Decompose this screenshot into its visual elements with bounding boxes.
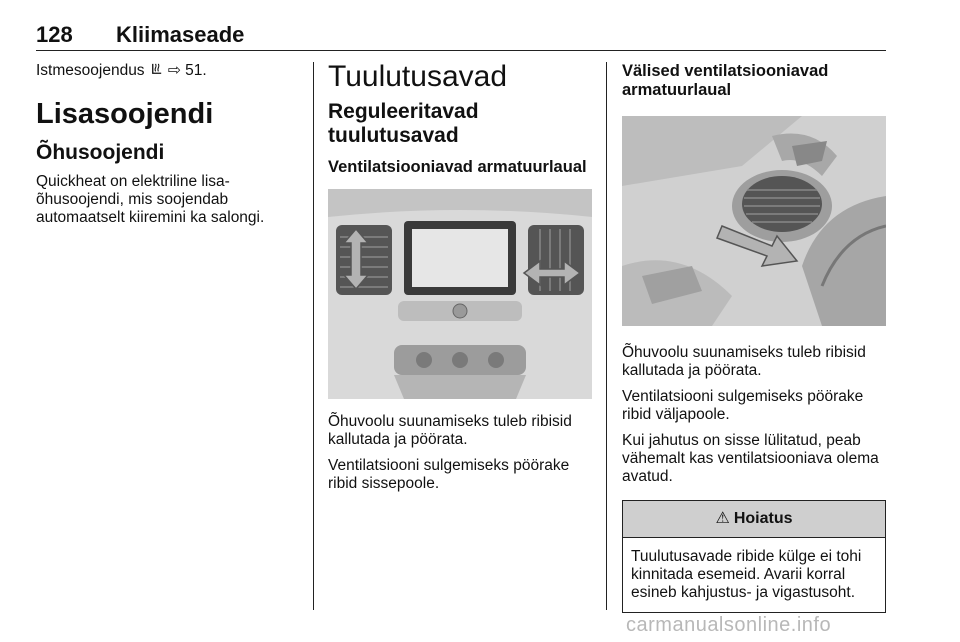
paragraph-quickheat: Quickheat on elektriline lisa- õhusoojendi, mis soojendab automaatselt kiiremini ka salongi. <box>36 173 265 226</box>
page-number: 128 <box>36 22 73 47</box>
warning-title: Hoiatus <box>733 510 793 527</box>
column-2 <box>328 62 592 493</box>
page-header <box>36 22 886 48</box>
heading-lisasoojendi: Lisasoojendi <box>36 98 214 130</box>
dashboard-center-vents-image <box>328 189 592 399</box>
column-3 <box>622 62 886 613</box>
warning-icon: ⚠ <box>715 510 730 527</box>
seat-heater-icon <box>149 62 164 77</box>
column-divider-1 <box>313 62 314 610</box>
column-1 <box>36 62 298 227</box>
seat-heater-reference: Istmesoojendus ⇨ 51. <box>36 62 207 79</box>
heading-valised-ventilatsiooniavad: Välised ventilatsiooniavad armatuurlaual <box>622 62 829 99</box>
subheading-ohusoojendi: Õhusoojendi <box>36 141 165 164</box>
paragraph-tilt-louvers-side: Õhuvoolu suunamiseks tuleb ribisid kallutada ja pöörata. <box>622 344 866 379</box>
warning-header <box>623 501 885 538</box>
warning-box <box>622 500 886 613</box>
header-rule <box>36 50 886 51</box>
paragraph-close-inward: Ventilatsiooni sulgemiseks pöörake ribid sissepoole. <box>328 457 570 492</box>
side-vent-image <box>622 116 886 326</box>
paragraph-close-outward: Ventilatsiooni sulgemiseks pöörake ribid väljapoole. <box>622 388 864 423</box>
column-divider-2 <box>606 62 607 610</box>
paragraph-cooling-note: Kui jahutus on sisse lülitatud, peab vähemalt kas ventilatsiooniava olema avatud. <box>622 432 879 485</box>
heading-tuulutusavad: Tuulutusavad <box>328 60 508 93</box>
warning-body: Tuulutusavade ribide külge ei tohi kinnitada esemeid. Avarii korral esineb kahjustus- ja vigastusoht. <box>631 548 862 601</box>
page-ref-arrow-icon: ⇨ <box>167 62 181 79</box>
subheading-ventilatsiooniavad: Ventilatsiooniavad armatuurlaual <box>328 158 587 176</box>
paragraph-tilt-louvers: Õhuvoolu suunamiseks tuleb ribisid kallutada ja pöörata. <box>328 413 572 448</box>
subheading-reguleeritavad: Reguleeritavad tuulutusavad <box>328 100 479 147</box>
watermark: carmanualsonline.info <box>626 614 832 636</box>
section-title: Kliimaseade <box>116 22 245 47</box>
